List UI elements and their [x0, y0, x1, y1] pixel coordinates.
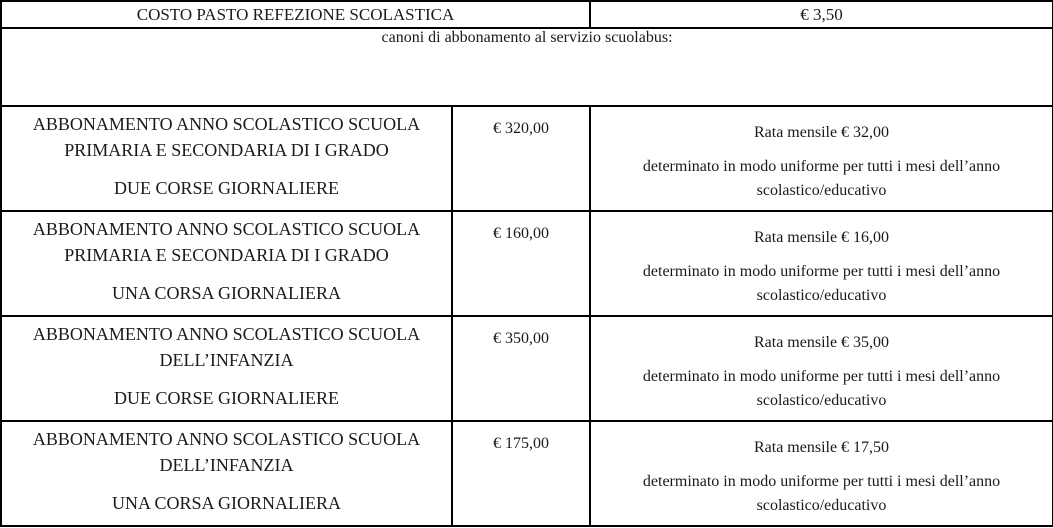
- subscription-annual-price: € 175,00: [493, 435, 549, 452]
- subscription-title: ABBONAMENTO ANNO SCOLASTICO SCUOLA PRIMARIA E SECONDARIA DI I GRADO: [32, 219, 421, 265]
- subscription-rides: UNA CORSA GIORNALIERA: [111, 283, 342, 303]
- bus-section-title: canoni di abbonamento al servizio scuolabus:: [1, 28, 1053, 106]
- subscription-monthly-note: determinato in modo uniforme per tutti i mesi dell’anno scolastico/educativo: [642, 263, 1001, 304]
- subscription-title: ABBONAMENTO ANNO SCOLASTICO SCUOLA DELL’INFANZIA: [32, 429, 421, 475]
- subscription-monthly-rate: Rata mensile € 16,00: [753, 229, 890, 246]
- meal-cost-row: [1, 1, 1053, 28]
- subscription-rides: DUE CORSE GIORNALIERE: [114, 178, 339, 198]
- subscription-row: [1, 316, 1053, 421]
- subscription-annual-price: € 160,00: [493, 225, 549, 242]
- subscription-annual-price: € 320,00: [493, 120, 549, 137]
- subscription-row: [1, 211, 1053, 316]
- subscription-rides: DUE CORSE GIORNALIERE: [114, 388, 339, 408]
- subscription-monthly-note: determinato in modo uniforme per tutti i mesi dell’anno scolastico/educativo: [642, 473, 1001, 514]
- subscription-monthly-rate: Rata mensile € 35,00: [753, 334, 890, 351]
- meal-cost-value: € 3,50: [590, 1, 1053, 28]
- subscription-rides: UNA CORSA GIORNALIERA: [111, 493, 342, 513]
- meal-cost-label: COSTO PASTO REFEZIONE SCOLASTICA: [1, 1, 590, 28]
- subscription-row: [1, 106, 1053, 211]
- subscription-row: [1, 421, 1053, 526]
- subscription-title: ABBONAMENTO ANNO SCOLASTICO SCUOLA PRIMARIA E SECONDARIA DI I GRADO: [32, 114, 421, 160]
- subscription-monthly-rate: Rata mensile € 17,50: [753, 439, 890, 456]
- subscription-annual-price: € 350,00: [493, 330, 549, 347]
- subscription-title: ABBONAMENTO ANNO SCOLASTICO SCUOLA DELL’INFANZIA: [32, 324, 421, 370]
- subscription-monthly-note: determinato in modo uniforme per tutti i mesi dell’anno scolastico/educativo: [642, 158, 1001, 199]
- bus-section-row: [1, 28, 1053, 106]
- subscription-monthly-note: determinato in modo uniforme per tutti i mesi dell’anno scolastico/educativo: [642, 368, 1001, 409]
- subscription-monthly-rate: Rata mensile € 32,00: [753, 124, 890, 141]
